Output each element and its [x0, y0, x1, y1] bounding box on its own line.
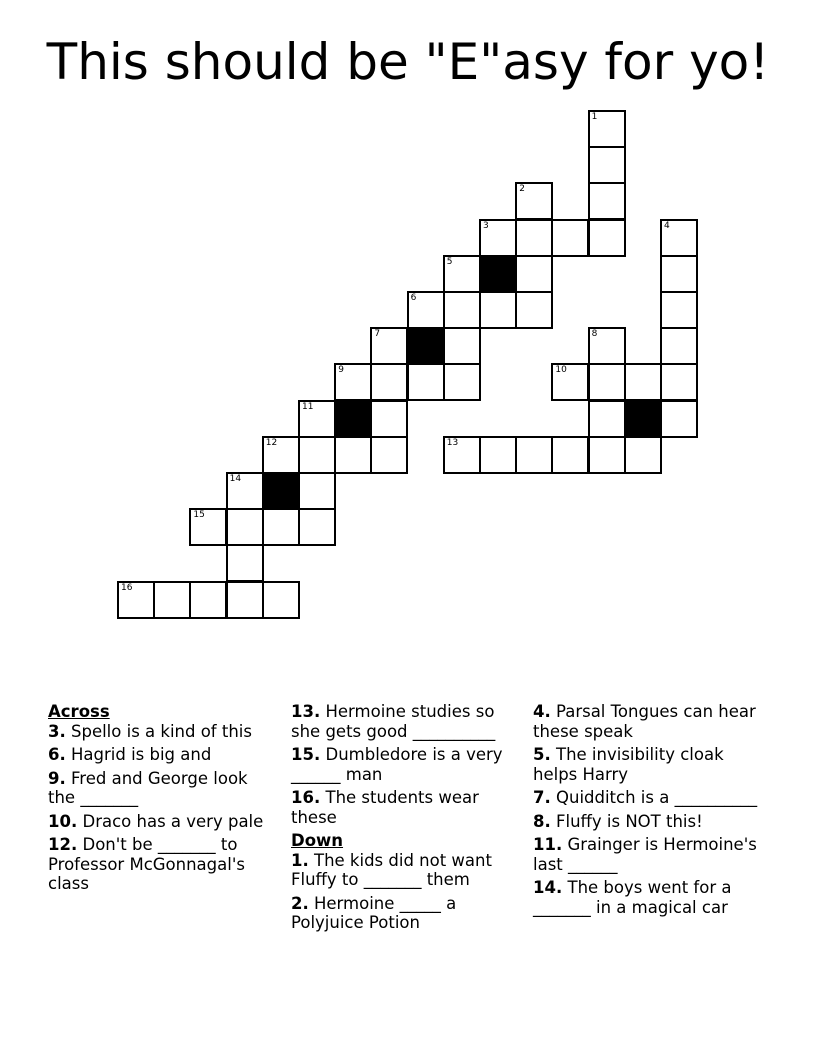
clue-text: Dumbledore is a very ______ man [291, 745, 503, 784]
clue-number: 16. [291, 788, 321, 807]
clue-number: 8. [533, 811, 551, 831]
grid-cell[interactable] [551, 219, 589, 257]
down-heading: Down [291, 831, 344, 850]
grid-cell[interactable] [189, 581, 227, 619]
clue-number: 7. [533, 788, 551, 807]
grid-cell[interactable] [624, 436, 662, 474]
clue-text: Don't be _______ to Professor McGonnagal's class [48, 835, 245, 893]
grid-cell[interactable] [624, 363, 662, 401]
grid-cell[interactable] [298, 436, 336, 474]
clue-text: Parsal Tongues can hear these speak [533, 702, 756, 741]
clue-text: Fluffy is NOT this! [556, 811, 703, 831]
clue-down-4 [533, 702, 773, 741]
grid-cell[interactable] [588, 182, 626, 220]
grid-cell[interactable] [588, 363, 626, 401]
clue-number: 10. [48, 811, 78, 831]
clue-number-label: 5 [446, 256, 453, 267]
clue-text: Grainger is Hermoine's last ______ [533, 835, 757, 874]
clue-number-label: 12 [265, 437, 278, 448]
clue-text: Hermoine _____ a Polyjuice Potion [291, 893, 457, 932]
grid-cell[interactable] [660, 255, 698, 293]
grid-cell[interactable] [407, 291, 445, 329]
clue-number: 11. [533, 835, 563, 854]
clue-down-5 [533, 745, 773, 784]
clue-across-6 [48, 745, 273, 765]
grid-cell[interactable] [515, 182, 553, 220]
grid-cell[interactable] [443, 255, 481, 293]
clue-text: Hagrid is big and [71, 745, 212, 764]
clue-text: Fred and George look the _______ [48, 768, 248, 807]
clues-column-1 [48, 702, 273, 898]
grid-cell[interactable] [588, 110, 626, 148]
clue-number: 12. [48, 835, 78, 854]
clue-text: The students wear these [291, 788, 479, 827]
grid-cell[interactable] [298, 508, 336, 546]
grid-cell[interactable] [588, 219, 626, 257]
clue-text: Hermoine studies so she gets good __________ [291, 702, 496, 741]
clue-number-label: 8 [591, 329, 598, 340]
grid-cell[interactable] [588, 327, 626, 365]
grid-cell[interactable] [588, 436, 626, 474]
clue-number: 13. [291, 702, 321, 721]
grid-cell[interactable] [551, 436, 589, 474]
clue-number: 9. [48, 768, 66, 788]
grid-cell[interactable] [262, 508, 300, 546]
clues-column-3 [533, 702, 773, 921]
clue-number-label: 13 [446, 437, 459, 448]
grid-cell[interactable] [551, 363, 589, 401]
clue-across-3 [48, 722, 273, 742]
clue-number-label: 9 [338, 365, 344, 376]
clue-down-11 [533, 835, 773, 874]
grid-cell[interactable] [262, 581, 300, 619]
grid-cell[interactable] [226, 472, 264, 510]
clue-down-1 [291, 851, 523, 890]
grid-cell[interactable] [660, 327, 698, 365]
clue-number-label: 10 [555, 365, 567, 376]
grid-cell[interactable] [515, 436, 553, 474]
grid-cell[interactable] [660, 219, 698, 257]
clue-number-label: 1 [591, 112, 598, 122]
grid-cell[interactable] [370, 436, 408, 474]
clue-text: The invisibility cloak helps Harry [533, 745, 724, 784]
grid-block-cell [334, 400, 372, 438]
grid-cell[interactable] [479, 219, 517, 257]
across-heading: Across [48, 702, 110, 721]
grid-block-cell [624, 400, 662, 438]
grid-cell[interactable] [226, 581, 264, 619]
grid-cell[interactable] [262, 436, 300, 474]
clue-number: 2. [291, 893, 309, 913]
clue-number-label: 3 [483, 220, 489, 231]
clue-down-8 [533, 812, 773, 832]
clue-number-label: 7 [374, 329, 381, 340]
grid-cell[interactable] [226, 544, 264, 582]
clue-number: 6. [48, 745, 66, 764]
clue-across-10 [48, 812, 273, 832]
clue-text: Spello is a kind of this [71, 721, 252, 741]
clue-number-label: 14 [229, 474, 242, 484]
grid-cell[interactable] [298, 472, 336, 510]
grid-cell[interactable] [588, 400, 626, 438]
grid-cell[interactable] [370, 400, 408, 438]
grid-cell[interactable] [588, 146, 626, 184]
grid-cell[interactable] [515, 219, 553, 257]
grid-cell[interactable] [334, 436, 372, 474]
clue-across-9 [48, 769, 273, 808]
clue-number: 1. [291, 850, 309, 870]
grid-cell[interactable] [407, 363, 445, 401]
clue-text: The boys went for a _______ in a magical car [533, 878, 732, 917]
grid-block-cell [479, 255, 517, 293]
clue-across-16 [291, 788, 523, 827]
clue-number: 4. [533, 702, 551, 721]
clue-text: Quidditch is a __________ [556, 788, 758, 807]
clue-number: 15. [291, 745, 321, 764]
clues-column-2 [291, 702, 523, 937]
grid-block-cell [407, 327, 445, 365]
grid-cell[interactable] [334, 363, 372, 401]
clue-number-label: 4 [664, 220, 670, 231]
grid-cell[interactable] [226, 508, 264, 546]
clue-across-13 [291, 702, 523, 741]
clue-down-7 [533, 788, 773, 808]
clue-number-label: 11 [302, 401, 314, 412]
grid-cell[interactable] [443, 363, 481, 401]
clue-text: The kids did not want Fluffy to _______ them [291, 850, 492, 889]
grid-cell[interactable] [443, 291, 481, 329]
grid-cell[interactable] [479, 436, 517, 474]
clue-text: Draco has a very pale [82, 811, 264, 831]
clue-across-15 [291, 745, 523, 784]
grid-cell[interactable] [298, 400, 336, 438]
clue-number: 14. [533, 878, 563, 897]
grid-cell[interactable] [443, 436, 481, 474]
grid-cell[interactable] [370, 327, 408, 365]
clue-number-label: 2 [519, 184, 525, 195]
clue-number-label: 16 [121, 582, 133, 593]
grid-cell[interactable] [479, 291, 517, 329]
grid-cell[interactable] [117, 581, 155, 619]
grid-cell[interactable] [660, 363, 698, 401]
grid-cell[interactable] [189, 508, 227, 546]
clue-number: 5. [533, 745, 551, 764]
clue-number-label: 15 [193, 510, 205, 521]
clue-number: 3. [48, 721, 66, 741]
clue-down-14 [533, 878, 773, 917]
grid-cell[interactable] [370, 363, 408, 401]
grid-cell[interactable] [660, 291, 698, 329]
grid-block-cell [262, 472, 300, 510]
grid-cell[interactable] [443, 327, 481, 365]
grid-cell[interactable] [660, 400, 698, 438]
puzzle-title: This should be "E"asy for yo! [46, 33, 770, 91]
clue-across-12 [48, 835, 273, 894]
clue-number-label: 6 [410, 293, 417, 303]
grid-cell[interactable] [153, 581, 191, 619]
grid-cell[interactable] [515, 255, 553, 293]
grid-cell[interactable] [515, 291, 553, 329]
clue-down-2 [291, 894, 523, 933]
